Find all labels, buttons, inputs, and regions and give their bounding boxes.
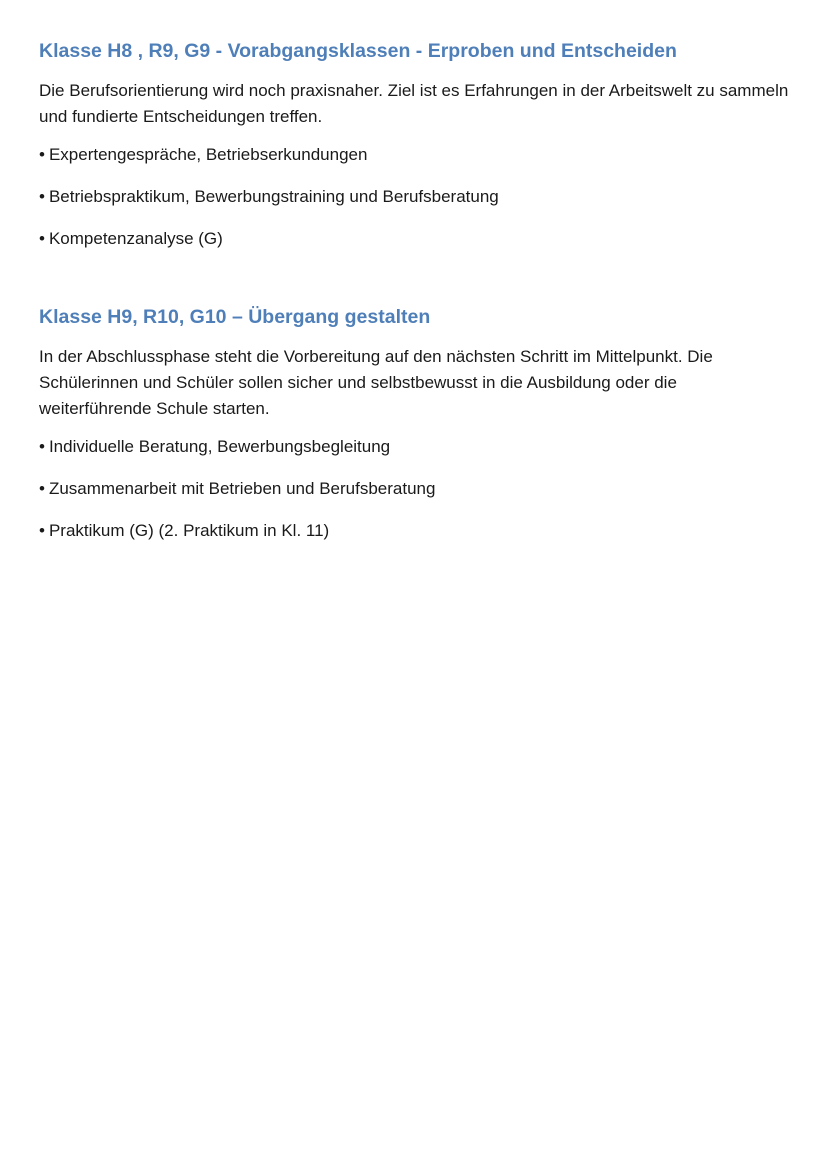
section-intro: Die Berufsorientierung wird noch praxisnaher. Ziel ist es Erfahrungen in der Arbeitswelt zu sammeln und fundierte Entscheidungen treffen. <box>39 81 789 126</box>
bullet-icon: • <box>39 521 45 540</box>
section-intro: In der Abschlussphase steht die Vorbereitung auf den nächsten Schritt im Mittelpunkt. Die Schülerinnen und Schüler sollen sicher und selbstbewusst in die Ausbildung oder die weiterführende Schule starten. <box>39 347 713 418</box>
list-item-text: Individuelle Beratung, Bewerbungsbegleitung <box>48 437 391 456</box>
list-item <box>39 142 789 168</box>
list-item <box>39 184 789 210</box>
list-item <box>39 434 789 460</box>
bullet-list <box>39 434 789 544</box>
bullet-icon: • <box>39 145 45 164</box>
section-heading: Klasse H8 , R9, G9 - Vorabgangsklassen - Erproben und Entscheiden <box>39 40 677 62</box>
document-page <box>39 36 789 544</box>
bullet-list <box>39 142 789 252</box>
list-item-text: Praktikum (G) (2. Praktikum in Kl. 11) <box>48 521 330 540</box>
list-item-text: Kompetenzanalyse (G) <box>48 229 223 248</box>
list-item <box>39 518 789 544</box>
bullet-icon: • <box>39 479 45 498</box>
bullet-icon: • <box>39 229 45 248</box>
list-item <box>39 226 789 252</box>
bullet-icon: • <box>39 187 45 206</box>
list-item-text: Betriebspraktikum, Bewerbungstraining und Berufsberatung <box>48 187 499 206</box>
section-uebergang-gestalten <box>39 302 789 544</box>
list-item-text: Zusammenarbeit mit Betrieben und Berufsberatung <box>48 479 436 498</box>
bullet-icon: • <box>39 437 45 456</box>
list-item <box>39 476 789 502</box>
list-item-text: Expertengespräche, Betriebserkundungen <box>48 145 368 164</box>
section-vorabgangsklassen <box>39 36 789 252</box>
section-heading: Klasse H9, R10, G10 – Übergang gestalten <box>39 306 431 328</box>
